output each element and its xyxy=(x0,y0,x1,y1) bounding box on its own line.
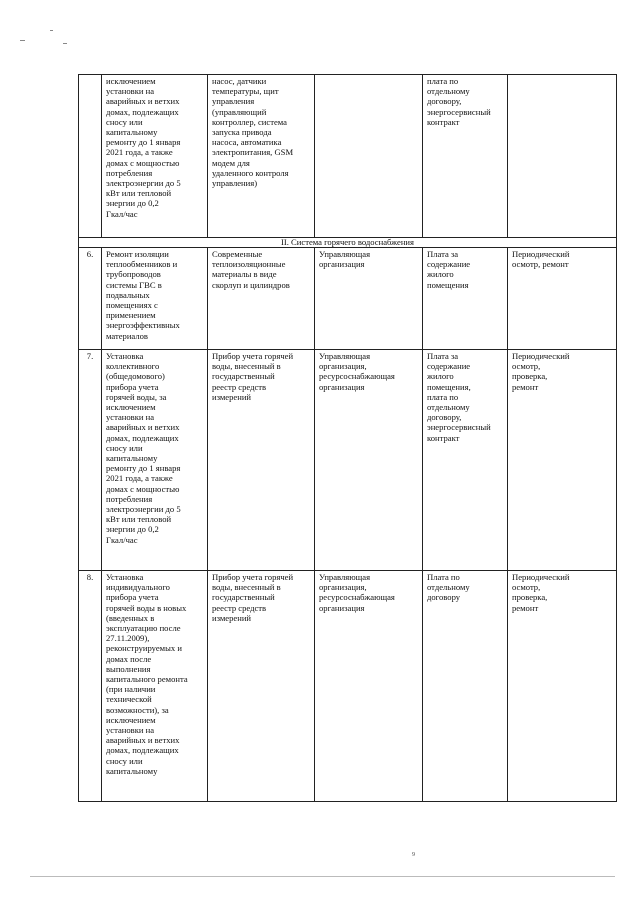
measure-name-cell xyxy=(102,248,208,350)
financing: Плата по отдельному договору xyxy=(427,572,470,603)
frequency: Периодический осмотр, ремонт xyxy=(512,249,570,270)
materials-cell xyxy=(208,75,315,238)
measure-name: Ремонт изоляции теплообменников и трубопроводов системы ГВС в подвальных помещениях с применением энергоэффективных материалов xyxy=(106,249,180,341)
frequency-cell xyxy=(508,350,617,571)
section-row xyxy=(79,238,617,248)
materials: насос, датчики температуры, щит управления (управляющий контроллер, система запуска привода насоса, автоматика электропитания, GSM модем для удаленного контроля управления) xyxy=(212,76,294,189)
executor: Управляющая организация, ресурсоснабжающая организация xyxy=(319,351,395,392)
table-row xyxy=(79,350,617,571)
frequency: Периодический осмотр, проверка, ремонт xyxy=(512,351,570,392)
measures-table xyxy=(78,74,617,802)
row-number-cell xyxy=(79,75,102,238)
materials: Прибор учета горячей воды, внесенный в государственный реестр средств измерений xyxy=(212,351,294,402)
financing-cell xyxy=(423,75,508,238)
frequency-cell xyxy=(508,571,617,802)
financing: Плата за содержание жилого помещения xyxy=(427,249,471,290)
frequency: Периодический осмотр, проверка, ремонт xyxy=(512,572,570,613)
measure-name: Установка индивидуального прибора учета горячей воды в новых (введенных в эксплуатацию после 27.11.2009), реконструируемых и домах после выполнения капитального ремонта (при наличии технической возможности), за исключением установки на аварийных и ветхих домах, подлежащих сносу или капитальному xyxy=(106,572,188,776)
measure-name-cell xyxy=(102,571,208,802)
materials: Современные теплоизоляционные материалы в виде скорлуп и цилиндров xyxy=(212,249,290,290)
row-number: 6. xyxy=(79,248,102,350)
executor: Управляющая организация, ресурсоснабжающая организация xyxy=(319,572,395,613)
executor-cell xyxy=(315,75,423,238)
scan-mark xyxy=(63,43,67,44)
measure-name-cell xyxy=(102,350,208,571)
scan-mark xyxy=(30,876,615,877)
section-title: II. Система горячего водоснабжения xyxy=(79,238,617,248)
materials-cell xyxy=(208,571,315,802)
row-number: 8. xyxy=(79,571,102,802)
row-number: 7. xyxy=(79,350,102,571)
financing-cell xyxy=(423,350,508,571)
measure-name: Установка коллективного (общедомового) прибора учета горячей воды, за исключением установки на аварийных и ветхих домах, подлежащих сносу или капитальному ремонту до 1 января 2021 года, а также домах с мощностью потребления электроэнергии до 5 кВт или тепловой энергии до 0,2 Гкал/час xyxy=(106,351,181,545)
financing: Плата за содержание жилого помещения, плата по отдельному договору, энергосервисный контракт xyxy=(427,351,491,443)
frequency-cell xyxy=(508,248,617,350)
financing-cell xyxy=(423,248,508,350)
scan-mark xyxy=(20,40,25,41)
materials-cell xyxy=(208,350,315,571)
table-row xyxy=(79,571,617,802)
executor-cell xyxy=(315,571,423,802)
financing: плата по отдельному договору, энергосервисный контракт xyxy=(427,76,491,127)
financing-cell xyxy=(423,571,508,802)
measure-name-cell xyxy=(102,75,208,238)
measure-name: исключением установки на аварийных и ветхих домах, подлежащих сносу или капитальному ремонту до 1 января 2021 года, а также домах с мощностью потребления электроэнергии до 5 кВт или тепловой энергии до 0,2 Гкал/час xyxy=(106,76,181,219)
scan-mark xyxy=(50,30,53,31)
executor-cell xyxy=(315,248,423,350)
frequency-cell xyxy=(508,75,617,238)
materials-cell xyxy=(208,248,315,350)
executor-cell xyxy=(315,350,423,571)
table-row xyxy=(79,75,617,238)
materials: Прибор учета горячей воды, внесенный в государственный реестр средств измерений xyxy=(212,572,294,623)
page-number: 9 xyxy=(412,852,415,858)
table-row xyxy=(79,248,617,350)
executor: Управляющая организация xyxy=(319,249,371,270)
